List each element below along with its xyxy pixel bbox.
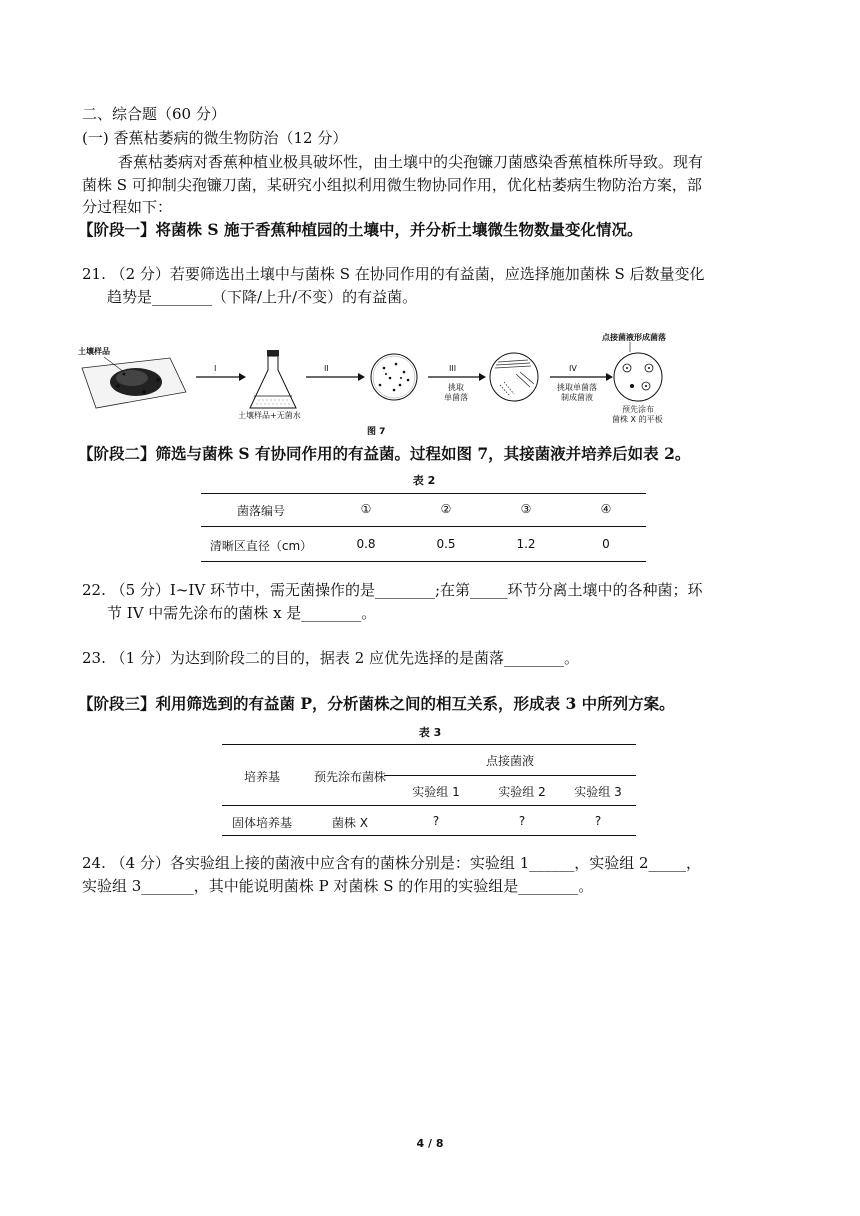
table3-row-group-1: ? — [432, 814, 440, 828]
table2-header-1: ① — [360, 502, 372, 516]
plate-colonies — [371, 354, 417, 400]
table2-header-2: ② — [440, 502, 452, 516]
soil-label: 土壤样品 — [78, 347, 110, 356]
table2-value-2: 0.5 — [436, 537, 456, 551]
step-3-note-2: 单菌落 — [444, 393, 468, 402]
page-number: 4 / 8 — [416, 1137, 444, 1150]
flask — [250, 356, 296, 408]
figure-7-caption: 图 7 — [367, 427, 386, 437]
table2-value-1: 0.8 — [356, 537, 376, 551]
q22-line-1: 22. （5 分）I~IV 环节中，需无菌操作的是________;在第_____环节分离土壤中的各种菌；环 — [82, 581, 703, 599]
q21-line-1: 21. （2 分）若要筛选出土壤中与菌株 S 在协同作用的有益菌，应选择施加菌株 S 后数量变化 — [82, 265, 705, 283]
plate-target — [614, 353, 662, 401]
flask-cap — [267, 350, 279, 356]
q24-line-1: 24. （4 分）各实验组上接的菌液中应含有的菌株分别是：实验组 1______，实验组 2_____， — [82, 854, 702, 872]
flask-label: 土壤样品+无菌水 — [238, 411, 301, 420]
table3-caption: 表 3 — [418, 726, 442, 739]
table3-row-medium: 固体培养基 — [231, 816, 292, 830]
part-title: (一) 香蕉枯萎病的微生物防治（12 分） — [82, 129, 348, 147]
table2-row-label: 清晰区直径（cm） — [209, 539, 313, 553]
plate-note-1: 预先涂布 — [622, 405, 654, 414]
section-title: 二、综合题（60 分） — [82, 105, 226, 123]
table3-group-header: 点接菌液 — [485, 754, 534, 768]
table2-value-3: 1.2 — [516, 537, 536, 551]
q23: 23. （1 分）为达到阶段二的目的，据表 2 应优先选择的是菌落________。 — [82, 649, 580, 667]
stage1-heading: 【阶段一】将菌株 S 施于香蕉种植园的土壤中，并分析土壤微生物数量变化情况。 — [78, 220, 643, 239]
table3 — [222, 744, 636, 836]
intro-line-1: 香蕉枯萎病对香蕉种植业极具破坏性，由土壤中的尖孢镰刀菌感染香蕉植株所导致。现有 — [118, 153, 704, 171]
table3-sub-header-2: 实验组 2 — [498, 785, 546, 799]
table2-caption: 表 2 — [412, 474, 436, 487]
step-4-label: IV — [569, 364, 577, 373]
table3-row-group-2: ? — [518, 814, 526, 828]
table2-header-0: 菌落编号 — [236, 504, 285, 518]
stage2-heading: 【阶段二】筛选与菌株 S 有协同作用的有益菌。过程如图 7，其接菌液并培养后如表 2。 — [78, 444, 691, 463]
step-3-note-1: 挑取 — [448, 383, 464, 392]
table3-sub-header-1: 实验组 1 — [412, 785, 460, 799]
plate-note-2: 菌株 X 的平板 — [612, 415, 663, 424]
table3-col-medium: 培养基 — [243, 770, 280, 784]
step-2-label: II — [324, 364, 329, 373]
top-right-label: 点接菌液形成菌落 — [602, 333, 666, 342]
intro-line-3: 分过程如下： — [82, 198, 173, 216]
stage3-heading: 【阶段三】利用筛选到的有益菌 P，分析菌株之间的相互关系，形成表 3 中所列方案。 — [78, 694, 675, 713]
table3-row-strain: 菌株 X — [331, 816, 369, 830]
table2-value-4: 0 — [602, 537, 610, 551]
q22-line-2: 节 IV 中需先涂布的菌株 x 是________。 — [107, 604, 377, 622]
figure-7-diagram — [74, 330, 694, 438]
table2-header-3: ③ — [520, 502, 532, 516]
step-3-label: III — [449, 364, 457, 373]
table2-header-4: ④ — [600, 502, 612, 516]
q24-line-2: 实验组 3_______，其中能说明菌株 P 对菌株 S 的作用的实验组是________。 — [82, 877, 594, 895]
table3-col-prespread: 预先涂布菌株 — [313, 770, 386, 784]
figure-7 — [74, 330, 694, 438]
intro-line-2: 菌株 S 可抑制尖孢镰刀菌，某研究小组拟利用微生物协同作用，优化枯萎病生物防治方案，部 — [82, 176, 702, 194]
table3-sub-header-3: 实验组 3 — [574, 785, 622, 799]
q21-line-2: 趋势是________（下降/上升/不变）的有益菌。 — [107, 288, 418, 306]
step-1-label: I — [214, 364, 217, 373]
step-4-note-2: 制成菌液 — [561, 393, 593, 402]
table3-row-group-3: ? — [594, 814, 602, 828]
step-4-note-1: 挑取单菌落 — [557, 383, 597, 392]
table2 — [201, 493, 646, 562]
